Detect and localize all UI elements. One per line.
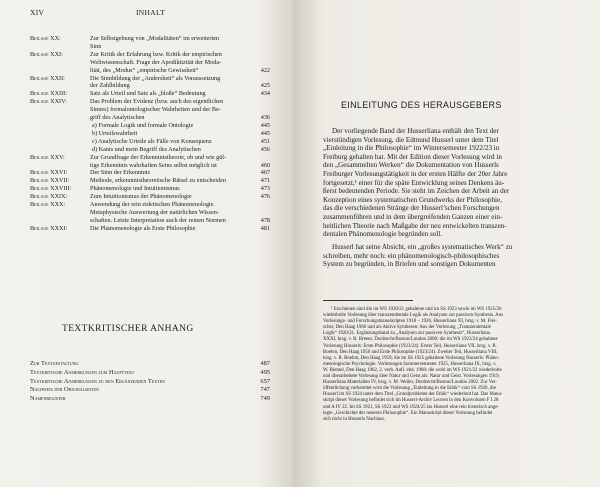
toc-entry-label: Beilage XXV: bbox=[30, 153, 65, 161]
text-line: Husserl hat seine Absicht, ein „großes systematisches Werk“ zu bbox=[332, 243, 513, 251]
toc-entry bbox=[30, 146, 270, 154]
toc-entry-title-line: Sinnes) formalontologischer Wahrheiten und der Be- bbox=[90, 106, 221, 114]
toc-entry-title-line: griff des Analytischen bbox=[90, 114, 145, 122]
text-line: legte „Geschichte der neueren Philosophie“. Ein Manuskript dieser Vorlesung befindet bbox=[323, 410, 493, 416]
toc-entry-label: Beilage XXXI: bbox=[30, 224, 68, 232]
toc-entry-page: 467 bbox=[260, 169, 270, 177]
text-line: scher, Den Haag 1966 und als Aktive Synthesen: Aus der Vorlesung „Transzendentale bbox=[323, 325, 491, 331]
toc-entry bbox=[30, 130, 270, 138]
textkritisch-title: Zur Textgestaltung bbox=[30, 360, 79, 367]
textkritisch-title: Textkritische Anmerkungen zum Haupttext bbox=[30, 368, 135, 376]
toc-entry-title-line: a) Formale Logik und formale Ontologie bbox=[92, 121, 194, 129]
left-page bbox=[0, 0, 293, 487]
toc-entry-label: Beilage XXII: bbox=[30, 74, 65, 82]
text-line: schreiben, mehr noch: ein phänomenologisch-philosophisches bbox=[323, 251, 500, 260]
textkritisch-page: 747 bbox=[260, 386, 270, 394]
text-line: Freiburg gehalten hat. Mit der Edition dieser Vorlesung wird in bbox=[323, 152, 502, 161]
text-line: Logik“ 1920/21. Ergänzungsband zu „Analysen zur passiven Synthesis“, Husserliana bbox=[323, 331, 490, 337]
textkritisch-entry bbox=[30, 378, 270, 387]
textkritisch-title: Namenregister bbox=[30, 395, 66, 403]
textkritisch-page: 657 bbox=[260, 377, 270, 385]
text-line: vierstündigen Vorlesung, die Edmund Husserl unter dem Titel bbox=[323, 135, 499, 144]
toc-entry-title-line: lität, des „Modus“ „empirische Gewissheit“ bbox=[90, 66, 199, 74]
page-number: XIV bbox=[30, 8, 45, 17]
toc-entry-title-line: Die Sinnbildung der „Andersheit“ als Voraussetzung bbox=[90, 74, 221, 82]
toc-entry-title-line: der Zahlbildung bbox=[90, 82, 130, 90]
text-line: Konzeption eines systematischen Grundwerks der Philosophie, bbox=[323, 195, 502, 204]
toc-entry-title-line: Phänomenologie und Intuitionismus bbox=[90, 185, 180, 193]
toc-entry bbox=[30, 193, 270, 201]
toc-entry-page: 422 bbox=[260, 66, 270, 74]
text-line: W. Biemel, Den Haag 1962, 2. verb. Aufl. ebd. 1968; die wohl im WS 1921/22 wiederholte bbox=[323, 367, 502, 373]
textkritisch-title: Nachweis der Originalseiten bbox=[30, 386, 99, 394]
toc-entry-page: 445 bbox=[260, 129, 270, 137]
text-line: das die verschiedenen Stränge der Husserl’schen Forschungen bbox=[323, 204, 500, 213]
text-line: „Einleitung in die Philosophie“ im Wintersemester 1922/23 in bbox=[323, 144, 500, 153]
toc-entry-label: Beilage XXVI: bbox=[30, 169, 68, 177]
toc-entry-label: Beilage XXVIII: bbox=[30, 185, 72, 193]
toc-entry bbox=[30, 138, 270, 146]
toc-entry bbox=[30, 225, 270, 233]
toc-entry bbox=[30, 201, 270, 225]
toc-entry-page: 481 bbox=[260, 224, 270, 232]
text-line: wiederholte Vorlesung über transzendentale Logik als Analysen zur passiven Synthesis. Aus bbox=[323, 313, 504, 319]
textkritischer-heading: TEXTKRITISCHER ANHANG bbox=[62, 324, 194, 334]
paragraph-1 bbox=[323, 127, 579, 239]
text-line: Vorlesung Husserls: Erste Philosophie (1923/24). Erster Teil, Husserliana VII, hrsg. v. R. bbox=[323, 343, 497, 349]
text-line: menologische Psychologie. Vorlesungen Sommersemester 1925, Husserliana IX, hrsg. v. bbox=[323, 361, 497, 367]
einleitung-heading: EINLEITUNG DES HERAUSGEBERS bbox=[341, 100, 502, 110]
text-line: sich nicht in Husserls Nachlass. bbox=[323, 416, 386, 422]
toc-entry-title-line: Sinn bbox=[90, 42, 102, 50]
toc-entry bbox=[30, 35, 270, 51]
toc-entry-title-line: b) Urteilswahrheit bbox=[92, 129, 138, 137]
toc-entry-page: 460 bbox=[260, 161, 270, 169]
text-line: öffentlichung vorbereitet wird die Vorlesung „Einleitung in die Ethik“ vom SS 1920, die bbox=[323, 386, 496, 392]
textkritisch-entry bbox=[30, 395, 270, 404]
toc-entry bbox=[30, 169, 270, 177]
toc-entry-title-line: d) Kants und mein Begriff des Analytischen bbox=[92, 145, 201, 153]
text-line: heitlichen Theorie nach Maßgabe der neu entwickelten transzen- bbox=[323, 221, 507, 230]
toc-entry-label: Beilage XXIII: bbox=[30, 90, 67, 98]
right-page bbox=[293, 0, 600, 487]
toc-entry-page: 425 bbox=[260, 82, 270, 90]
toc-entry-label bbox=[30, 138, 90, 146]
footnote bbox=[323, 307, 581, 423]
toc-entry-title-line: Zum Intuitionismus der Phänomenologie bbox=[90, 193, 192, 201]
text-line: dentalen Phänomenologie begründen soll. bbox=[323, 230, 442, 239]
text-line: Boehm, Den Haag 1956 und Erste Philosophie (1923/24). Zweiter Teil, Husserliana VIII, bbox=[323, 349, 498, 355]
toc-entry bbox=[30, 98, 270, 122]
toc-entry-page: 434 bbox=[260, 90, 270, 98]
toc-entry-title-line: Anwendung der rein eidetischen Phänomenologie. bbox=[90, 201, 215, 209]
toc-entry-title-line: Zur Grundfrage der Erkenntnistheorie, ob und wie gül- bbox=[90, 153, 227, 161]
text-line: skript dieser Vorlesung befindet sich im Husserl-Archiv Leuven in den Konvoluten F I 28 bbox=[323, 398, 499, 404]
toc-entry-label: Beilage XXI: bbox=[30, 50, 63, 58]
toc-entry-page: 445 bbox=[260, 121, 270, 129]
text-line: ¹ Erschienen sind die im WS 1920/21 gehaltene und im SS 1923 sowie im WS 1925/26 bbox=[331, 307, 502, 312]
text-line: den „Gesammelten Werken“ die Dokumentation von Husserls bbox=[323, 161, 499, 170]
text-line: Freiburger Vorlesungstätigkeit in der ersten Hälfte der 20er Jahre bbox=[323, 169, 508, 178]
textkritisch-entry bbox=[30, 369, 270, 378]
toc-entry bbox=[30, 75, 270, 91]
textkritisch-list bbox=[30, 360, 270, 404]
toc-entry bbox=[30, 177, 270, 185]
text-line: XXXI, hrsg. v. R. Breeur, Dordrecht/Boston/London 2000; die im WS 1923/24 gehaltene bbox=[323, 337, 498, 343]
text-line: und überarbeitete Vorlesung über Natur und Geist als: Natur und Geist. Vorlesungen 1919, bbox=[323, 374, 500, 380]
text-line: und A IV 22. Im SS 1921, SS 1922 und WS 1924/25 las Husserl eine rein historisch ange- bbox=[323, 404, 500, 410]
toc-entry-title-line: Das Problem der Evidenz (bzw. auch des eigentlichen bbox=[90, 98, 224, 106]
toc-entry-page bbox=[254, 43, 270, 51]
toc-entry-label: Beilage XXX: bbox=[30, 201, 66, 209]
textkritisch-title: Textkritische Anmerkungen zu den Ergänzenden Texten bbox=[30, 377, 165, 385]
text-line: System zu begründen, in Briefen und sonstigen Dokumenten bbox=[323, 260, 496, 269]
text-line: Husserliana Materialien IV, hrsg. v. M. Weiler, Dordrecht/Boston/London 2002. Zur Ver- bbox=[323, 380, 497, 386]
toc-entry-label bbox=[30, 122, 90, 130]
toc-entry-title-line: Methode, erkenntnistheoretische Rätsel zu entscheiden bbox=[90, 177, 226, 185]
textkritisch-page: 495 bbox=[260, 368, 270, 376]
toc-entry-page: 471 bbox=[260, 177, 270, 185]
toc-entry-title-line: Der Sinn der Erkenntnis bbox=[90, 169, 150, 177]
toc-entry-title-line: Die Phänomenologie als Erste Philosophie bbox=[90, 224, 196, 232]
text-line: zusammenführen und in dem übergreifenden Ganzen einer ein- bbox=[323, 212, 503, 221]
text-line: Der vorliegende Band der Husserliana enthält den Text der bbox=[332, 127, 499, 135]
footnote-rule bbox=[323, 300, 413, 301]
toc-entry-title-line: Satz als Urteil und Satz als „bloße“ Bedeutung bbox=[90, 90, 206, 98]
text-line: Vorlesungs- und Forschungsmanuskripten 1918 – 1926, Husserliana XI, hrsg. v. M. Flei- bbox=[323, 319, 497, 325]
toc-entry-title-line: c) Analytische Urteile als Fälle von Konsequenz bbox=[92, 137, 212, 145]
textkritisch-page: 487 bbox=[260, 360, 270, 367]
text-line: Husserl im SS 1924 unter dem Titel „Grundprobleme der Ethik“ wiederholt hat. Das Manu- bbox=[323, 392, 503, 398]
running-head: INHALT bbox=[136, 8, 166, 17]
toc-entry-page: 473 bbox=[260, 185, 270, 193]
toc-entry-title-line: schaften. Letzte Interpretation auch der reinen Normen bbox=[90, 216, 226, 224]
toc-entry-page: 436 bbox=[260, 114, 270, 122]
toc-entry-title-line: Zur Selbstgebung von „Modalitäten“ im erweiterten bbox=[90, 35, 220, 42]
toc-entry-label: Beilage XX: bbox=[30, 35, 61, 42]
toc-entry-label bbox=[30, 146, 90, 154]
paragraph-2 bbox=[323, 243, 579, 269]
toc-entry-label: Beilage XXIV: bbox=[30, 98, 67, 106]
toc-entry-title-line: Metaphysische Auswertung der natürlichen Wissen- bbox=[90, 208, 219, 216]
toc-entry-page: 451 bbox=[260, 137, 270, 145]
toc-entry-page: 478 bbox=[260, 216, 270, 224]
text-line: fortgesetzt,¹ einer für die späte Entwicklung seines Denkens äu- bbox=[323, 178, 505, 187]
toc-entry-page: 476 bbox=[260, 193, 270, 201]
toc-entry-title-line: Zur Kritik der Erfahrung bzw. Kritik der empirischen bbox=[90, 50, 222, 58]
text-line: hrsg. v. R. Boehm, Den Haag 1959; die im SS 1925 gehaltene Vorlesung Husserls: Phäno- bbox=[323, 355, 500, 361]
toc-entry-page: 456 bbox=[260, 145, 270, 153]
toc-entry-title-line: Weltwissenschaft. Frage der Apodiktizität der Moda- bbox=[90, 58, 222, 66]
toc-entry bbox=[30, 51, 270, 75]
toc-entry-label: Beilage XXVII: bbox=[30, 177, 70, 185]
toc-entry bbox=[30, 185, 270, 193]
textkritisch-entry bbox=[30, 386, 270, 395]
text-line: ßerst bedeutenden Periode. Sie steht im Zeichen der Arbeit an der bbox=[323, 187, 510, 196]
toc-entry bbox=[30, 122, 270, 130]
toc-entry bbox=[30, 154, 270, 170]
textkritisch-entry bbox=[30, 360, 270, 369]
toc-entry-label: Beilage XXIX: bbox=[30, 193, 68, 201]
textkritisch-page: 749 bbox=[260, 395, 270, 403]
toc-entry bbox=[30, 90, 270, 98]
toc-entry-title-line: tige Erkenntnis wahrhaften Seins selbst möglich ist bbox=[90, 161, 217, 169]
toc-list bbox=[30, 35, 270, 233]
toc-entry-label bbox=[30, 130, 90, 138]
